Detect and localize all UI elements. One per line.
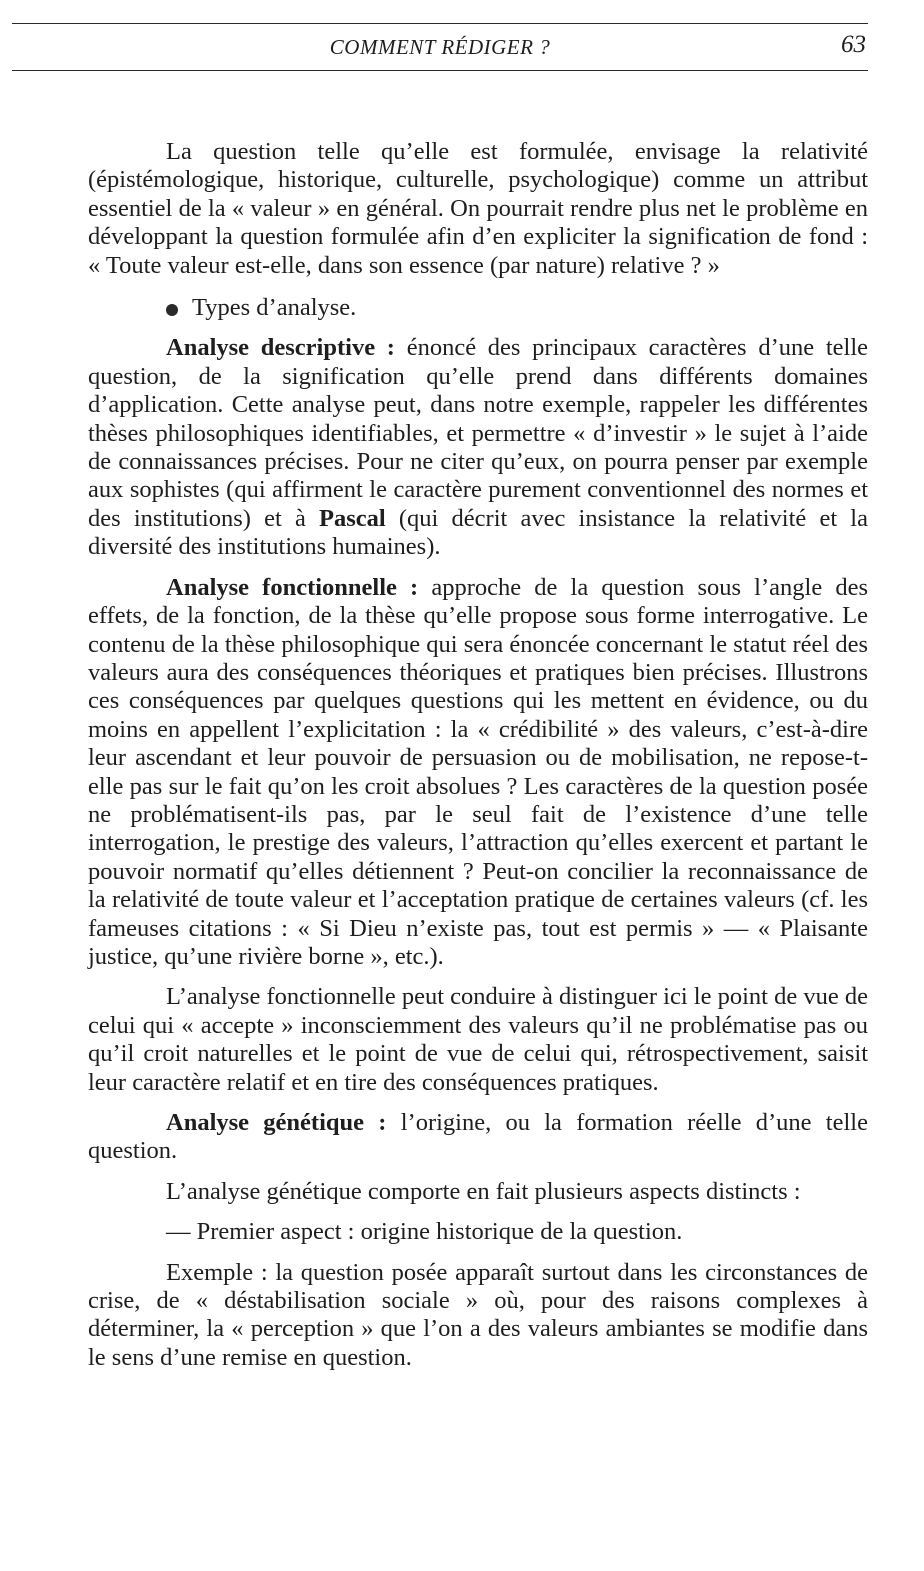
term-analyse-fonctionnelle: Analyse fonctionnelle : xyxy=(166,573,419,601)
bullet-text: Types d’analyse. xyxy=(192,294,357,322)
paragraph-text: approche de la question sous l’angle des effets, de la fonction, de la thèse qu’elle propose sous forme interrogative. Le contenu de la thèse philosophique qui sera énoncée concernant le statut réel des valeurs aura des conséquences théoriques et pratiques bien précises. Illustrons ces conséquences par quelques questions qui les mettent en évidence, ou du moins en appellent l’explicitation : la « crédibilité » des valeurs, c’est-à-dire leur ascendant et leur pouvoir de persuasion ou de mobilisation, ne repose-t-elle pas sur le fait qu’on les croit absolues ? Les caractères de la question posée ne problématisent-ils pas, par le seul fait de l’existence d’une telle interrogation, le prestige des valeurs, l’attraction qu’elles exercent et partant le pouvoir normatif qu’elles détiennent ? Peut-on concilier la reconnaissance de la relativité de toute valeur et l’acceptation pratique de certaines valeurs (cf. les fameuses citations : « Si Dieu n’existe pas, tout est permis » — « Plaisante justice, qu’une rivière borne », etc.). xyxy=(88,573,868,970)
header-rule-top xyxy=(12,23,868,24)
paragraph-analyse-fonctionnelle xyxy=(88,574,868,972)
term-analyse-descriptive: Analyse descriptive : xyxy=(166,334,395,362)
name-pascal: Pascal xyxy=(319,504,386,532)
paragraph-analyse-descriptive xyxy=(88,334,868,561)
bullet-dot-icon xyxy=(166,304,178,316)
term-analyse-genetique: Analyse génétique : xyxy=(166,1109,387,1136)
paragraph-intro: La question telle qu’elle est formulée, envisage la relativité (épistémologique, historique, culturelle, psychologique) comme un attribut essentiel de la « valeur » en général. On pourrait rendre plus net le problème en développant la question formulée afin d’en expliciter la signification de fond : « Toute valeur est-elle, dans son essence (par nature) relative ? » xyxy=(88,138,868,279)
paragraph-text: énoncé des principaux caractères d’une telle question, de la signification qu’elle prend dans différents domaines d’application. Cette analyse peut, dans notre exemple, rappeler les différentes thèses philosophiques identifiables, et permettre « d’investir » le sujet à l’aide de connaissances précises. Pour ne citer qu’eux, on pourra penser par exemple aux sophistes (qui affirment le caractère purement conventionnel des normes et des institutions) et à xyxy=(88,334,868,532)
paragraph-analyse-genetique xyxy=(88,1109,868,1166)
paragraph-premier-aspect: — Premier aspect : origine historique de la question. xyxy=(166,1218,683,1246)
paragraph-text: l’origine, ou la formation réelle d’une telle question. xyxy=(88,1109,868,1165)
running-title: COMMENT RÉDIGER ? xyxy=(329,35,551,59)
paragraph-exemple: Exemple : la question posée apparaît surtout dans les circonstances de crise, de « déstabilisation sociale » où, pour des raisons complexes à déterminer, la « perception » que l’on a des valeurs ambiantes se modifie dans le sens d’une remise en question. xyxy=(88,1258,868,1371)
page-number: 63 xyxy=(841,31,866,58)
body-text xyxy=(88,138,868,1384)
paragraph-points-de-vue: L’analyse fonctionnelle peut conduire à distinguer ici le point de vue de celui qui « accepte » inconsciemment des valeurs qu’il ne problématise pas ou qu’il croit naturelles et le point de vue de celui qui, rétrospectivement, saisit leur caractère relatif et en tire des conséquences pratiques. xyxy=(88,983,868,1096)
paragraph-aspects: L’analyse génétique comporte en fait plusieurs aspects distincts : xyxy=(166,1177,801,1205)
header-rule-bottom xyxy=(12,70,868,71)
paragraph-text: (qui décrit avec insistance la relativité et la diversité des institutions humaines). xyxy=(88,504,868,561)
bullet-item xyxy=(88,294,868,322)
